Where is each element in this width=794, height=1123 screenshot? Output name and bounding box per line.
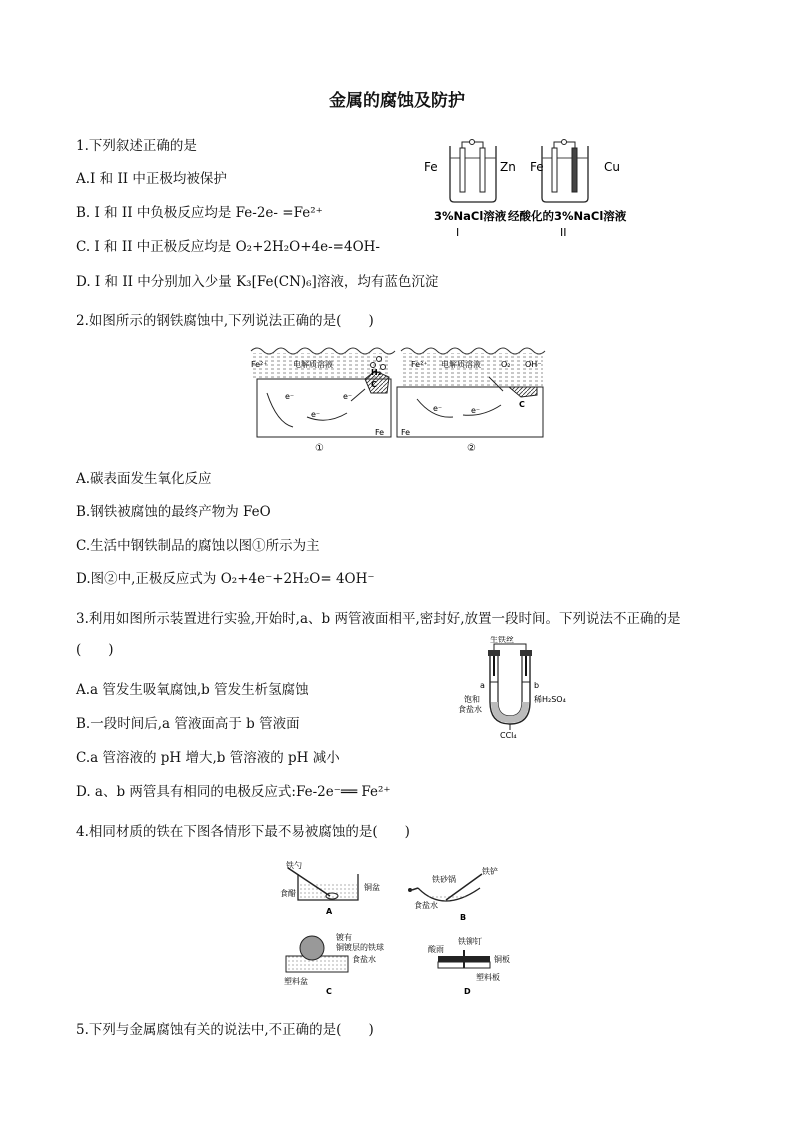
q4-fig-d-plate: 铜板 bbox=[494, 955, 510, 964]
q1-fig-fe-2: Fe bbox=[530, 160, 544, 174]
q2-fig-c-1: C bbox=[371, 380, 377, 389]
q4-fig-a-pot: 铜盆 bbox=[364, 883, 380, 892]
q2-fig-fe2-left: Fe²⁺ bbox=[251, 360, 268, 369]
q3-fig-wire: 生铁丝 bbox=[490, 636, 514, 644]
q2-fig-fe-1: Fe bbox=[375, 428, 385, 437]
q2-option-a: A.碳表面发生氧化反应 bbox=[76, 471, 212, 487]
q2-fig-electrolyte-2: 电解质溶液 bbox=[441, 360, 481, 369]
q4-fig-a-spoon: 铁勺 bbox=[286, 861, 302, 870]
q4-fig-c-water: 食盐水 bbox=[352, 955, 376, 964]
q3-fig-left-solution-1: 饱和 bbox=[464, 695, 480, 704]
q2-fig-fe2-right: Fe²⁺ bbox=[411, 360, 428, 369]
q2-fig-o2: O₂ bbox=[501, 360, 511, 369]
q3-stem-line2: ( ) bbox=[76, 642, 114, 658]
q2-fig-e-4: e⁻ bbox=[433, 404, 443, 413]
q4-stem: 4.相同材质的铁在下图各情形下最不易被腐蚀的是( ) bbox=[76, 824, 410, 840]
q2-fig-oh: OH⁻ bbox=[525, 360, 542, 369]
q4-fig-d: D bbox=[464, 987, 471, 996]
q2-fig-electrolyte-1: 电解质溶液 bbox=[293, 360, 333, 369]
q1-figure bbox=[420, 138, 630, 240]
q3-figure bbox=[452, 636, 582, 740]
q4-fig-d-acid: 酸雨 bbox=[428, 945, 444, 954]
q1-fig-solution-2: 经酸化的3%NaCl溶液 bbox=[508, 209, 627, 223]
q2-fig-e-3: e⁻ bbox=[343, 392, 353, 401]
q4-fig-c-ball-1: 镀有 bbox=[336, 933, 352, 942]
q2-option-b: B.钢铁被腐蚀的最终产物为 FeO bbox=[76, 504, 271, 520]
q3-fig-b: b bbox=[534, 681, 540, 690]
q4-fig-a: A bbox=[326, 907, 333, 916]
q4-fig-b: B bbox=[460, 913, 467, 922]
q1-option-a: A.I 和 II 中正极均被保护 bbox=[76, 171, 227, 187]
q1-stem: 1.下列叙述正确的是 bbox=[76, 138, 197, 154]
q2-fig-e-5: e⁻ bbox=[471, 406, 481, 415]
q2-fig-label-1: ① bbox=[315, 443, 324, 454]
q3-option-d: D. a、b 两管具有相同的电极反应式:Fe-2e⁻══ Fe²⁺ bbox=[76, 784, 391, 800]
q1-fig-zn: Zn bbox=[500, 160, 516, 174]
q4-figure bbox=[268, 860, 528, 1000]
q1-option-b: B. I 和 II 中负极反应均是 Fe-2e- =Fe²⁺ bbox=[76, 205, 323, 221]
q2-option-d: D.图②中,正极反应式为 O₂+4e⁻+2H₂O= 4OH⁻ bbox=[76, 571, 375, 587]
q3-option-b: B.一段时间后,a 管液面高于 b 管液面 bbox=[76, 716, 300, 732]
q4-fig-c-ball-2: 铜镀层的铁球 bbox=[336, 943, 384, 952]
q2-fig-e-2: e⁻ bbox=[311, 410, 321, 419]
q4-fig-b-shovel: 铁铲 bbox=[482, 867, 498, 876]
q3-fig-a: a bbox=[480, 681, 485, 690]
q1-fig-label-1: I bbox=[456, 226, 460, 239]
q5-stem: 5.下列与金属腐蚀有关的说法中,不正确的是( ) bbox=[76, 1022, 374, 1038]
q4-fig-a-vinegar: 食醋 bbox=[280, 889, 296, 898]
q3-fig-bottom: CCl₄ bbox=[500, 731, 517, 740]
q1-fig-solution-1: 3%NaCl溶液 bbox=[434, 209, 507, 223]
q2-fig-label-2: ② bbox=[467, 443, 476, 454]
q3-fig-left-solution-2: 食盐水 bbox=[458, 705, 482, 714]
q2-fig-c-2: C bbox=[519, 400, 525, 409]
q4-fig-b-pot: 铁砂锅 bbox=[432, 875, 456, 884]
q4-fig-d-nail: 铁铆钉 bbox=[458, 937, 482, 946]
q4-fig-c-basin: 塑料盆 bbox=[284, 977, 308, 986]
q2-option-c: C.生活中钢铁制品的腐蚀以图①所示为主 bbox=[76, 538, 320, 554]
q1-option-d: D. I 和 II 中分别加入少量 K₃[Fe(CN)₆]溶液，均有蓝色沉淀 bbox=[76, 274, 439, 290]
q1-fig-label-2: II bbox=[560, 226, 567, 239]
q1-fig-cu: Cu bbox=[604, 160, 620, 174]
q2-fig-h2: H₂ bbox=[371, 368, 382, 377]
q4-fig-c: C bbox=[326, 987, 332, 996]
q3-option-c: C.a 管溶液的 pH 增大,b 管溶液的 pH 减小 bbox=[76, 750, 340, 766]
page-title: 金属的腐蚀及防护 bbox=[329, 91, 465, 111]
q1-option-c: C. I 和 II 中正极反应均是 O₂+2H₂O+4e-=4OH- bbox=[76, 239, 380, 255]
q2-stem: 2.如图所示的钢铁腐蚀中,下列说法正确的是( ) bbox=[76, 313, 374, 329]
q1-fig-fe-1: Fe bbox=[424, 160, 438, 174]
q2-figure bbox=[247, 343, 547, 455]
q4-fig-b-water: 食盐水 bbox=[414, 901, 438, 910]
q4-fig-d-board: 塑料板 bbox=[476, 973, 500, 982]
q3-stem-line1: 3.利用如图所示装置进行实验,开始时,a、b 两管液面相平,密封好,放置一段时间。下列说法不正确的是 bbox=[76, 611, 681, 627]
q3-fig-right-solution: 稀H₂SO₄ bbox=[534, 695, 566, 704]
q3-option-a: A.a 管发生吸氧腐蚀,b 管发生析氢腐蚀 bbox=[76, 682, 309, 698]
q2-fig-fe-2: Fe bbox=[401, 428, 411, 437]
q2-fig-e-1: e⁻ bbox=[285, 392, 295, 401]
